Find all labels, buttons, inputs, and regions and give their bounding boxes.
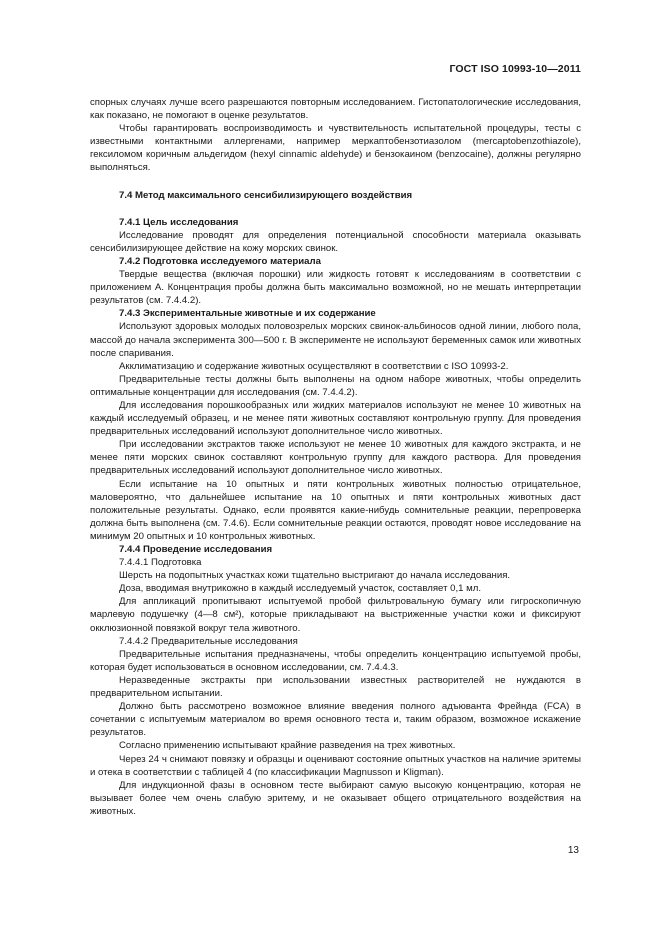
paragraph: Чтобы гарантировать воспроизводимость и чувствительность испытательной процедуры, тесты с известными контактными аллергенами, например меркаптобензотиазолом (mercaptobenzothiazole), гексиломом коричным альдегидом (hexyl cinnamic aldehyde) и бензокаином (benzocaine), должны регулярно выполняться.: [90, 123, 581, 174]
paragraph: Согласно применению испытывают крайние разведения на трех животных.: [119, 740, 456, 752]
paragraph: Неразведенные экстракты при использовании известных растворителей не нуждаются в предварительном испытании.: [90, 674, 581, 700]
subsection-heading: 7.4.1 Цель исследования: [119, 216, 239, 228]
paragraph: Предварительные испытания предназначены, чтобы определить концентрацию испытуемой пробы, которая будет использоваться в основном исследовании, см. 7.4.4.3.: [90, 648, 581, 673]
paragraph: Для аппликаций пропитывают испытуемой пробой фильтровальную бумагу или гигроскопичную марлевую подушечку (4—8 см²), которые прикладывают на выстриженные участки кожи и фиксируют окклюзионной повязкой вокруг тела животного.: [90, 596, 581, 634]
document-body: [90, 96, 581, 818]
paragraph: Должно быть рассмотрено возможное влияние введения полного адъюванта Фрейнда (FCA) в сочетании с испытуемым материалом во время основного теста и, таким образом, возможное искажение результатов.: [90, 701, 581, 739]
paragraph: При исследовании экстрактов также используют не менее 10 животных для каждого экстракта, и не менее пяти морских свинок составляют контрольную группу для каждого раствора. Для проведения предварительных исследований используют дополнительное число животных.: [90, 439, 581, 477]
paragraph: Через 24 ч снимают повязку и образцы и оценивают состояние опытных участков на наличие эритемы и отека в соответствии с таблицей 4 (по классификации Magnusson и Kligman).: [90, 753, 581, 778]
paragraph: Для исследования порошкообразных или жидких материалов используют не менее 10 животных на каждый исследуемый образец, и не менее пяти животных составляют контрольную группу. Для проведения предварительных исследований используют дополнительное число животных.: [90, 399, 581, 438]
paragraph: 7.4.4.1 Подготовка: [119, 557, 202, 569]
paragraph: Акклиматизацию и содержание животных осуществляют в соответствии с ISO 10993-2.: [119, 360, 509, 372]
subsection-heading: 7.4.3 Экспериментальные животные и их содержание: [119, 308, 376, 320]
standard-header: ГОСТ ISO 10993-10—2011: [449, 63, 581, 75]
paragraph: Твердые вещества (включая порошки) или жидкость готовят к исследованиям в соответствии с приложением А. Концентрация пробы должна быть максимально возможной, но не мешать интерпретации результатов (см. 7.4.4.2).: [90, 269, 581, 307]
paragraph: Доза, вводимая внутрикожно в каждый исследуемый участок, составляет 0,1 мл.: [119, 583, 481, 595]
paragraph: Шерсть на подопытных участках кожи тщательно выстригают до начала исследования.: [119, 570, 511, 582]
paragraph: Для индукционной фазы в основном тесте выбирают самую высокую концентрацию, которая не вызывает более чем очень слабую эритему, и не оказывает общего отрицательного воздействия на животных.: [90, 779, 581, 817]
subsection-heading: 7.4.2 Подготовка исследуемого материала: [119, 255, 321, 267]
section-heading: 7.4 Метод максимального сенсибилизирующего воздействия: [119, 189, 413, 201]
paragraph-continued: спорных случаях лучше всего разрешаются повторным исследованием. Гистопатологические исследования, как показано, не помогают в оценке результатов.: [90, 97, 581, 122]
paragraph: Исследование проводят для определения потенциальной способности материала оказывать сенсибилизирующее действие на кожу морских свинок.: [90, 229, 581, 254]
page-number: 13: [567, 845, 579, 856]
paragraph: 7.4.4.2 Предварительные исследования: [119, 635, 298, 647]
subsection-heading: 7.4.4 Проведение исследования: [119, 544, 273, 555]
paragraph: Если испытание на 10 опытных и пяти контрольных животных полностью отрицательное, маловероятно, что дальнейшее испытание на 10 опытных и пяти контрольных животных даст положительные результаты. Однако, если проявятся какие-нибудь сомнительные реакции, перепроверка должна быть выполнена (см. 7.4.6). Если сомнительные реакции остаются, проводят новое исследование на минимум 20 опытных и 10 контрольных животных.: [90, 478, 581, 542]
paragraph: Используют здоровых молодых половозрелых морских свинок-альбиносов одной линии, любого пола, массой до начала эксперимента 300—500 г. В эксперименте не используют беременных самок или животных после спаривания.: [90, 321, 581, 359]
paragraph: Предварительные тесты должны быть выполнены на одном наборе животных, чтобы определить оптимальные концентрации для исследования (см. 7.4.4.2).: [90, 373, 581, 398]
